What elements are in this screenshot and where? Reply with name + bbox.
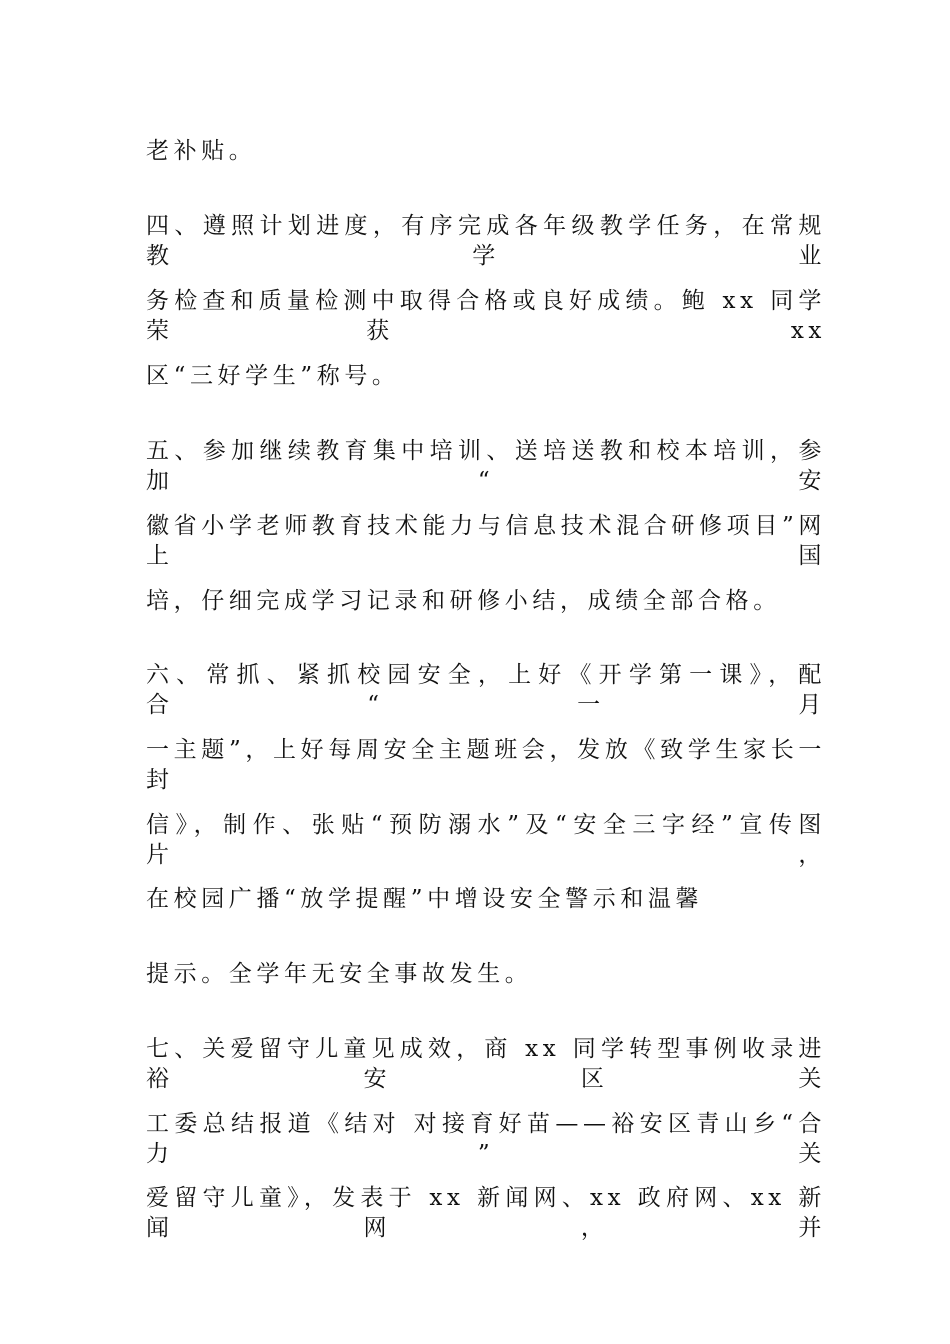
text-line-5: 五、参加继续教育集中培训、送培送教和校本培训，参加“安 [146,438,826,494]
text-line-12: 提示。全学年无安全事故发生。 [146,961,533,987]
text-line-7: 培，仔细完成学习记录和研修小结，成绩全部合格。 [146,588,781,614]
text-line-14: 工委总结报道《结对 对接育好苗——裕安区青山乡“合力”关 [146,1111,826,1167]
text-line-6: 徽省小学老师教育技术能力与信息技术混合研修项目”网上国 [146,513,826,569]
text-line-15: 爱留守儿童》，发表于 xx 新闻网、xx 政府网、xx 新闻网，并 [146,1185,826,1241]
text-line-2: 四、遵照计划进度，有序完成各年级教学任务，在常规教学业 [146,213,826,269]
text-line-11: 在校园广播“放学提醒”中增设安全警示和温馨 [146,886,704,912]
text-line-1: 老补贴。 [146,138,257,164]
text-line-10: 信》，制作、张贴“预防溺水”及“安全三字经”宣传图片， [146,812,826,868]
text-line-13: 七、关爱留守儿童见成效，商 xx 同学转型事例收录进裕安区关 [146,1036,826,1092]
text-line-9: 一主题”，上好每周安全主题班会，发放《致学生家长一封 [146,737,826,793]
text-line-8: 六、常抓、紧抓校园安全，上好《开学第一课》，配合“一月 [146,662,826,718]
text-line-3: 务检查和质量检测中取得合格或良好成绩。鲍 xx 同学荣获 xx [146,288,826,344]
text-line-4: 区“三好学生”称号。 [146,363,400,389]
